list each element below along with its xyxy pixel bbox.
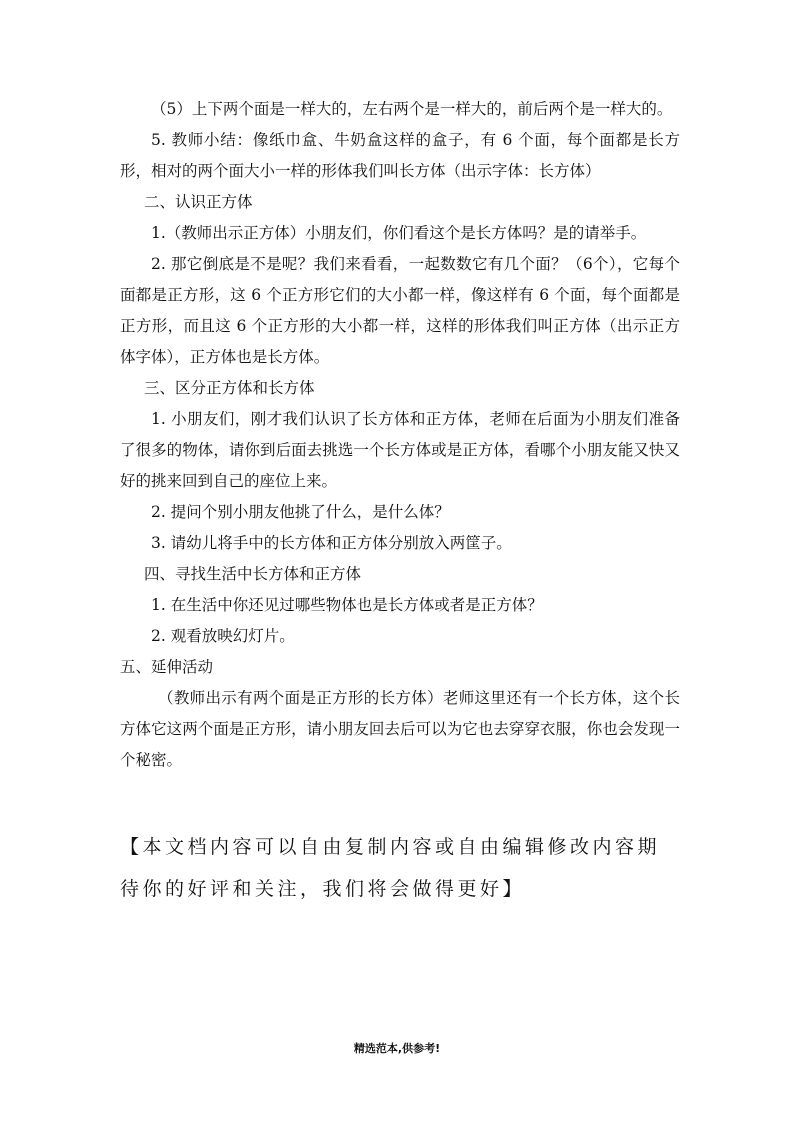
section-heading: 四、寻找生活中长方体和正方体 xyxy=(144,565,362,583)
paragraph: 5. 教师小结：像纸巾盒、牛奶盒这样的盒子，有 6 个面，每个面都是长方形，相对的两个面大小一样的形体我们叫长方体（出示字体：长方体） xyxy=(120,131,680,180)
paragraph: 2. 提问个别小朋友他挑了什么，是什么体？ xyxy=(151,503,450,521)
paragraph: 3. 请幼儿将手中的长方体和正方体分别放入两筐子。 xyxy=(151,534,512,552)
paragraph: 1. 小朋友们，刚才我们认识了长方体和正方体，老师在后面为小朋友们准备了很多的物体，请你到后面去挑选一个长方体或是正方体，看哪个小朋友能又快又好的挑来回到自己的座位上来。 xyxy=(120,410,680,490)
section-heading: 二、认识正方体 xyxy=(144,193,253,211)
section-heading: 三、区分正方体和长方体 xyxy=(144,379,315,397)
copyright-notice: 【本文档内容可以自由复制内容或自由编辑修改内容期待你的好评和关注，我们将会做得更好】 xyxy=(120,836,661,900)
paragraph: 1. 在生活中你还见过哪些物体也是长方体或者是正方体？ xyxy=(151,596,543,614)
paragraph: 2. 观看放映幻灯片。 xyxy=(151,627,295,645)
document-body xyxy=(120,94,680,776)
section-heading: 五、延伸活动 xyxy=(120,658,214,676)
paragraph: （5）上下两个面是一样大的，左右两个是一样大的，前后两个是一样大的。 xyxy=(151,100,673,118)
paragraph: （教师出示有两个面是正方形的长方体）老师这里还有一个长方体，这个长方体它这两个面是正方形，请小朋友回去后可以为它也去穿穿衣服，你也会发现一个秘密。 xyxy=(120,689,680,769)
page-footer: 精选范本,供参考! xyxy=(353,1042,441,1055)
paragraph: 1.（教师出示正方体）小朋友们，你们看这个是长方体吗？是的请举手。 xyxy=(151,224,647,242)
paragraph: 2. 那它倒底是不是呢？我们来看看，一起数数它有几个面？（6个），它每个面都是正方形，这 6 个正方形它们的大小都一样，像这样有 6 个面，每个面都是正方形，而且这 6 个正方形的大小都一样，这样的形体我们叫正方体（出示正方体字体），正方体也是长方体。 xyxy=(120,255,680,366)
